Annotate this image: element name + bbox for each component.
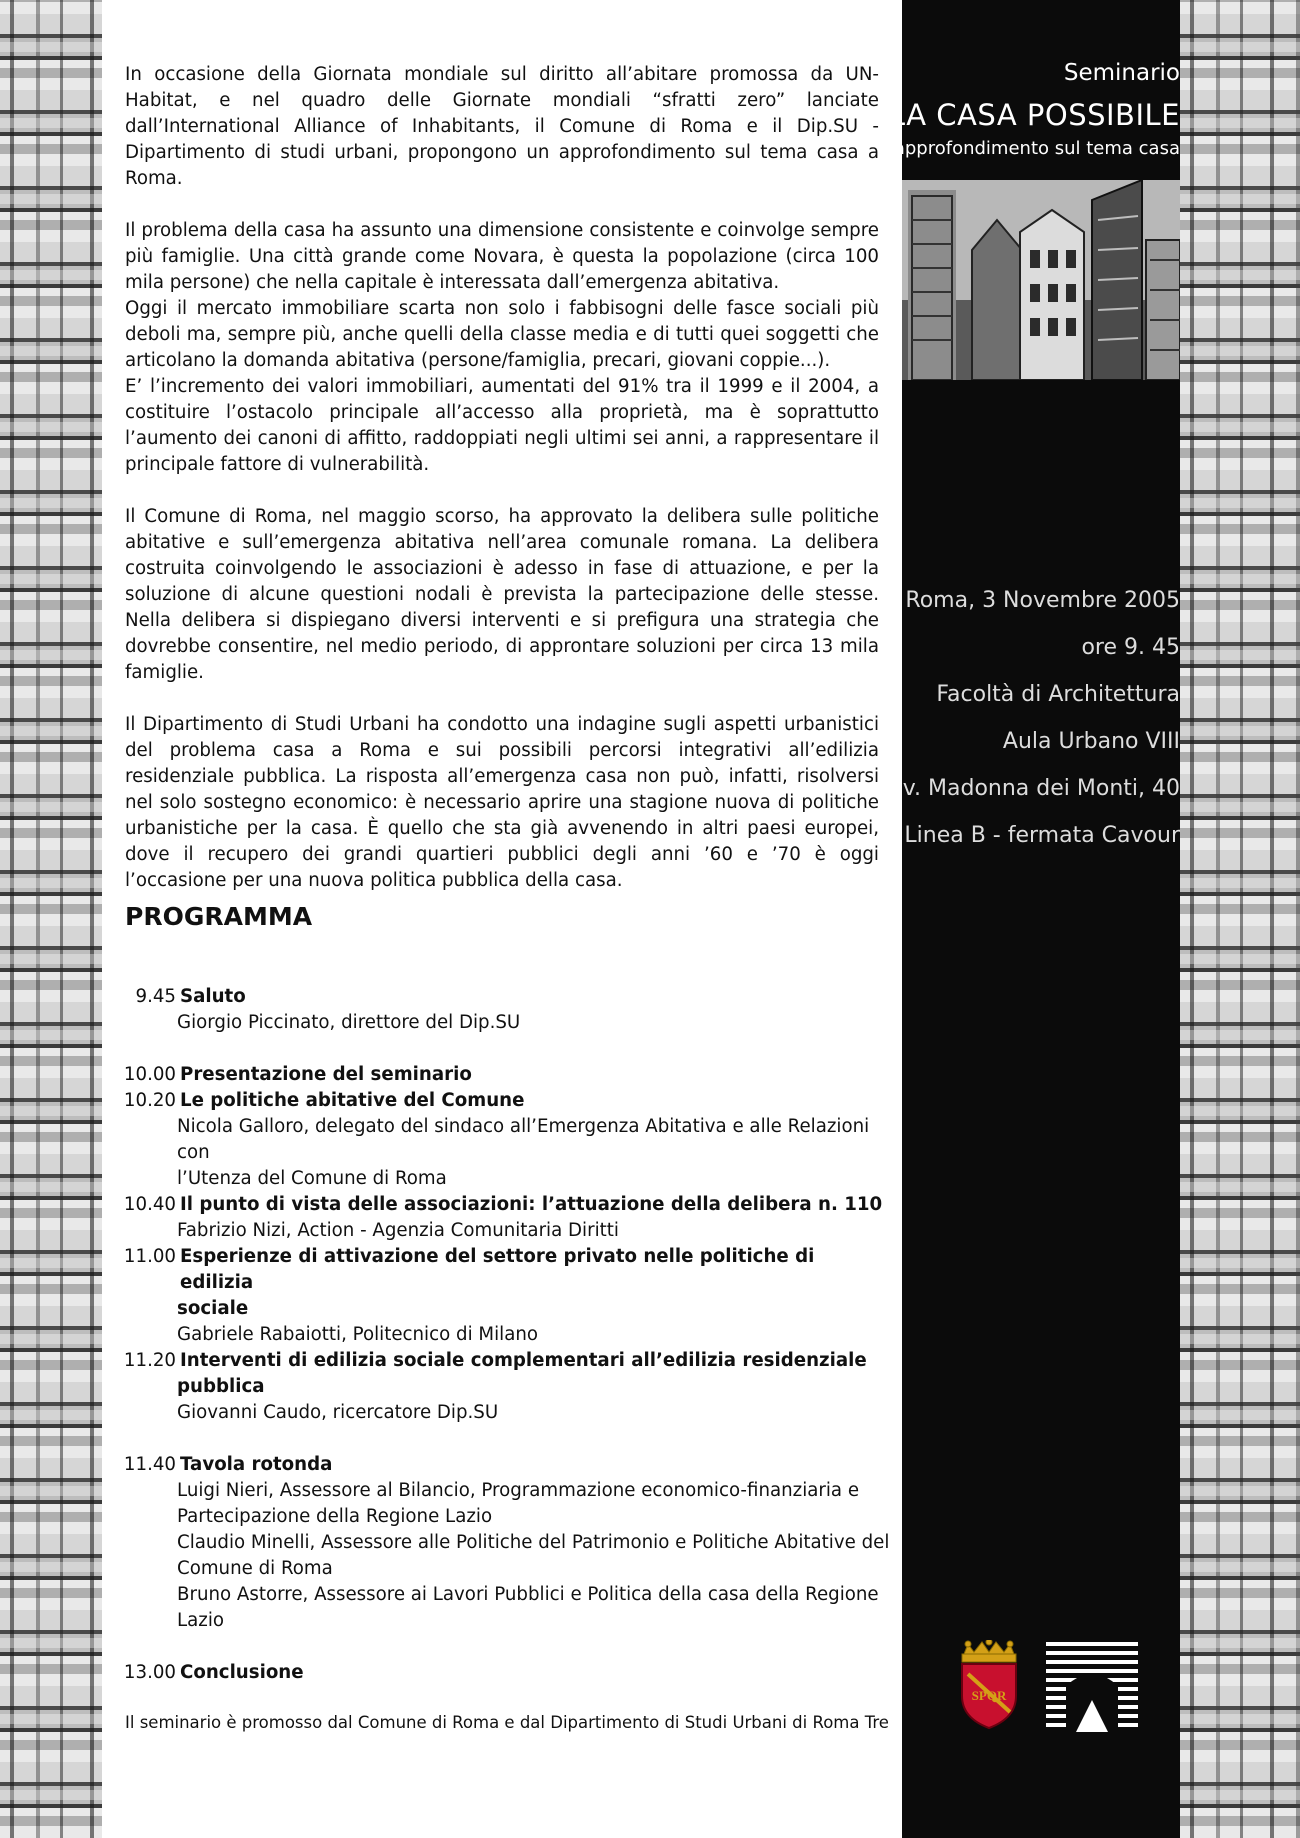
programma-item bbox=[120, 1452, 890, 1478]
programma-title: Tavola rotonda bbox=[180, 1454, 333, 1475]
intro-paragraph-5: Il Comune di Roma, nel maggio scorso, ha approvato la delibera sulle politiche abitative e sull’emergenza abitativa nell’area comunale romana. La delibera costruita coinvolgendo le associazioni è adesso in fase di attuazione, e per la soluzione di alcune questioni nodali è prevista la partecipazione delle stesse. Nella delibera si dispiegano diversi interventi e si prefigura una strategia che dovrebbe consentire, nel medio periodo, di approntare soluzioni per circa 13 mila famiglie. bbox=[125, 506, 879, 683]
programma-time: 10.20 bbox=[123, 1090, 176, 1111]
programma-speaker: l’Utenza del Comune di Roma bbox=[177, 1168, 447, 1189]
programma-item bbox=[120, 1244, 890, 1296]
programma-speaker: Giorgio Piccinato, direttore del Dip.SU bbox=[177, 1012, 521, 1033]
programma-title: Conclusione bbox=[180, 1662, 304, 1683]
programma-item bbox=[120, 984, 890, 1010]
programma-heading: PROGRAMMA bbox=[125, 902, 313, 931]
programma-speaker: Claudio Minelli, Assessore alle Politiche del Patrimonio e Politiche Abitative del bbox=[177, 1532, 890, 1553]
programma-speaker: Lazio bbox=[177, 1610, 225, 1631]
event-place: Facoltà di Architettura bbox=[936, 682, 1180, 707]
programma-item bbox=[120, 1088, 890, 1114]
programma-speaker: Giovanni Caudo, ricercatore Dip.SU bbox=[177, 1402, 499, 1423]
intro-paragraph-1: In occasione della Giornata mondiale sul diritto all’abitare promossa da UN-Habitat, e nel quadro delle Giornate mondiali “sfratti zero” lanciate dall’International Alliance of Inhabitants, il Comune di Roma e il Dip.SU - Dipartimento di studi urbani, propongono un approfondimento sul tema casa a Roma. bbox=[125, 64, 879, 189]
programma-title: Interventi di edilizia sociale complementari all’edilizia residenziale bbox=[180, 1350, 867, 1371]
programma-list bbox=[120, 984, 890, 1686]
event-sidebar bbox=[888, 0, 1180, 1838]
programma-title-continued: sociale bbox=[177, 1298, 249, 1319]
promoter-note: Il seminario è promosso dal Comune di Roma e dal Dipartimento di Studi Urbani di Roma Tre bbox=[125, 1713, 889, 1732]
programma-speaker: Luigi Nieri, Assessore al Bilancio, Programmazione economico-finanziaria e bbox=[177, 1480, 860, 1501]
programma-title: Esperienze di attivazione del settore privato nelle politiche di edilizia bbox=[180, 1246, 815, 1293]
programma-item bbox=[120, 1660, 890, 1686]
event-time: ore 9. 45 bbox=[1081, 635, 1180, 660]
programma-item bbox=[120, 1192, 890, 1218]
programma-speaker: Comune di Roma bbox=[177, 1558, 333, 1579]
programma-speaker: Bruno Astorre, Assessore ai Lavori Pubblici e Politica della casa della Regione bbox=[177, 1584, 879, 1605]
programma-item bbox=[120, 1348, 890, 1374]
intro-paragraph-6: Il Dipartimento di Studi Urbani ha condotto una indagine sugli aspetti urbanistici del problema casa a Roma e sui possibili percorsi integrativi all’edilizia residenziale pubblica. La risposta all’emergenza casa non può, infatti, risolversi nel solo sostegno economico: è necessario aprire una stagione nuova di politiche urbanistiche per la casa. È quello che sta già avvenendo in altri paesi europei, dove il recupero dei grandi quartieri pubblici degli anni ’60 e ’70 è oggi l’occasione per una nuova politica pubblica della casa. bbox=[125, 714, 879, 891]
intro-paragraph-4: E’ l’incremento dei valori immobiliari, aumentati del 91% tra il 1999 e il 2004, a costituire l’ostacolo principale all’accesso alla proprietà, ma è soprattutto l’aumento dei canoni di affitto, raddoppiati negli ultimi sei anni, a rappresentare il principale fattore di vulnerabilità. bbox=[125, 376, 879, 475]
building-facade-left-image bbox=[0, 0, 102, 1838]
spqr-logo-text: SPQR bbox=[971, 1688, 1007, 1703]
programma-title: Le politiche abitative del Comune bbox=[180, 1090, 525, 1111]
building-facade-right-image bbox=[1180, 0, 1300, 1838]
programma-speaker: Nicola Galloro, delegato del sindaco all’Emergenza Abitativa e alle Relazioni con bbox=[177, 1116, 870, 1163]
programma-speaker: Gabriele Rabaiotti, Politecnico di Milano bbox=[177, 1324, 538, 1345]
intro-text bbox=[125, 62, 879, 894]
seminar-label: Seminario bbox=[1063, 60, 1180, 86]
programma-time: 10.00 bbox=[123, 1064, 176, 1085]
programma-item bbox=[120, 1062, 890, 1088]
event-address: v. Madonna dei Monti, 40 bbox=[902, 776, 1180, 801]
programma-title-continued: pubblica bbox=[177, 1376, 265, 1397]
programma-title: Presentazione del seminario bbox=[180, 1064, 472, 1085]
programma-speaker: Partecipazione della Regione Lazio bbox=[177, 1506, 493, 1527]
programma-title: Saluto bbox=[180, 986, 246, 1007]
event-transport: Linea B - fermata Cavour bbox=[904, 823, 1180, 848]
buildings-photo bbox=[902, 180, 1180, 380]
intro-paragraph-2: Il problema della casa ha assunto una dimensione consistente e coinvolge sempre più famiglie. Una città grande come Novara, è questa la popolazione (circa 100 mila persone) che nella capitale è interessata dall’emergenza abitativa. bbox=[125, 220, 879, 293]
seminar-title: LA CASA POSSIBILE bbox=[888, 98, 1180, 132]
programma-time: 11.20 bbox=[123, 1350, 176, 1371]
programma-time: 13.00 bbox=[123, 1662, 176, 1683]
event-room: Aula Urbano VIII bbox=[1002, 729, 1180, 754]
programma-time: 11.00 bbox=[123, 1246, 176, 1267]
programma-speaker: Fabrizio Nizi, Action - Agenzia Comunitaria Diritti bbox=[177, 1220, 619, 1241]
comune-di-roma-logo bbox=[954, 1640, 1024, 1734]
event-date: Roma, 3 Novembre 2005 bbox=[905, 588, 1180, 613]
seminar-subtitle: approfondimento sul tema casa bbox=[893, 138, 1180, 159]
programma-time: 10.40 bbox=[123, 1194, 176, 1215]
dipsu-logo bbox=[1046, 1642, 1138, 1738]
programma-time: 11.40 bbox=[123, 1454, 176, 1475]
programma-time: 9.45 bbox=[135, 986, 176, 1007]
intro-paragraph-3: Oggi il mercato immobiliare scarta non solo i fabbisogni delle fasce sociali più deboli ma, sempre più, anche quelli della classe media e di tutti quei soggetti che articolano la domanda abitativa (persone/famiglia, precari, giovani coppie...). bbox=[125, 298, 879, 371]
programma-title: Il punto di vista delle associazioni: l’attuazione della delibera n. 110 bbox=[180, 1194, 883, 1215]
